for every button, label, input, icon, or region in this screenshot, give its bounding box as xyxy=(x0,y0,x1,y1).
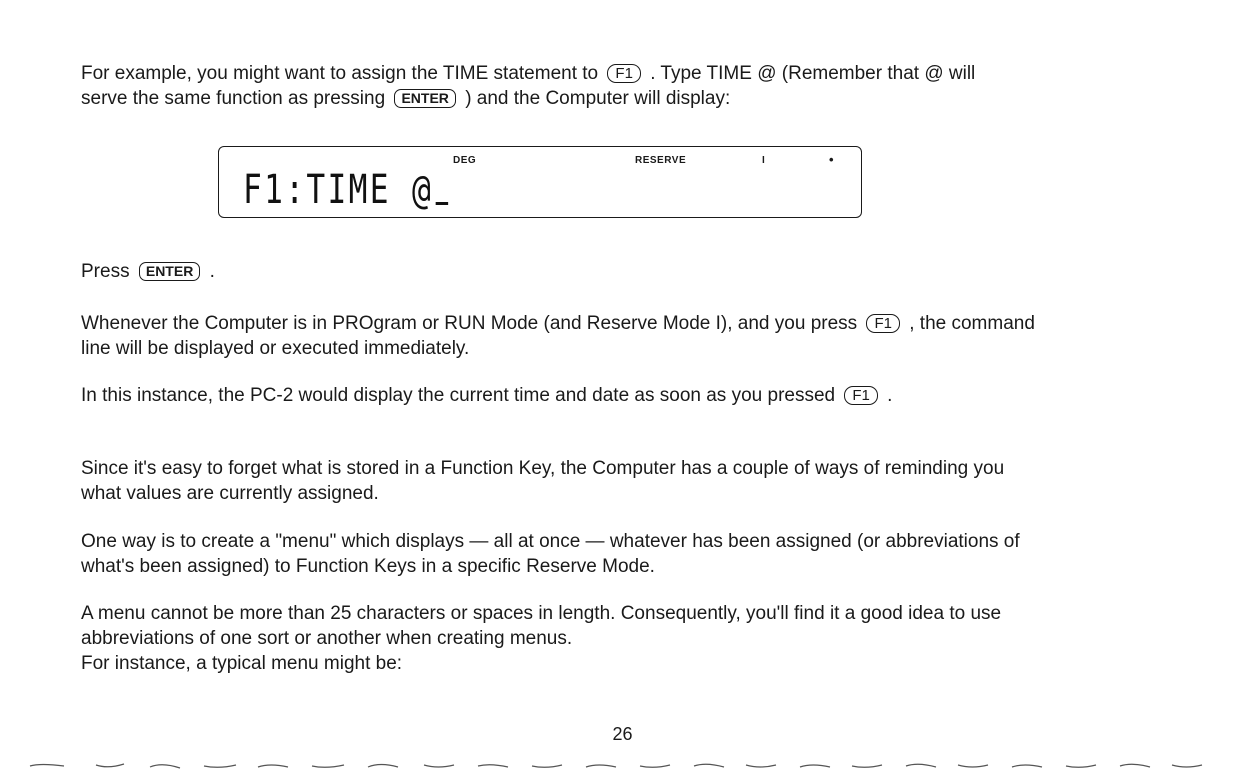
dot-indicator: • xyxy=(829,152,835,167)
deg-indicator: DEG xyxy=(453,155,477,166)
text-span: serve the same function as pressing xyxy=(81,88,386,109)
paragraph-line: what values are currently assigned. xyxy=(81,483,379,504)
reserve-indicator: RESERVE xyxy=(635,155,687,166)
paragraph-line: For instance, a typical menu might be: xyxy=(81,653,403,674)
text-span: In this instance, the PC-2 would display the current time and date as soon as you pressed xyxy=(81,385,836,406)
f1-key-icon: F1 xyxy=(607,64,641,83)
paragraph-line: abbreviations of one sort or another when creating menus. xyxy=(81,628,573,649)
cursor-icon xyxy=(435,202,447,205)
paragraph-line: A menu cannot be more than 25 characters or spaces in length. Consequently, you'll find it a good idea to use xyxy=(81,603,1002,624)
paragraph-line xyxy=(81,86,1159,111)
text-span: Whenever the Computer is in PROgram or RUN Mode (and Reserve Mode I), and you press xyxy=(81,313,858,334)
text-span: For example, you might want to assign the TIME statement to xyxy=(81,63,599,84)
text-span: , the command xyxy=(909,313,1035,334)
paragraph-line xyxy=(81,311,1159,336)
text-span: . Type TIME @ (Remember that @ will xyxy=(650,63,976,84)
paragraph-program-run xyxy=(81,311,1159,361)
enter-key-icon: ENTER xyxy=(394,89,455,108)
press-enter-line xyxy=(81,259,1159,284)
paragraph-menu-length xyxy=(81,601,1159,676)
paragraph-line: line will be displayed or executed immediately. xyxy=(81,338,470,359)
paragraph-menu xyxy=(81,529,1159,579)
enter-key-icon: ENTER xyxy=(139,262,200,281)
lcd-text-content: F1:TIME @ xyxy=(243,167,434,213)
paragraph-line: Since it's easy to forget what is stored in a Function Key, the Computer has a couple of ways of reminding you xyxy=(81,458,1005,479)
page-number: 26 xyxy=(612,724,633,744)
f1-key-icon: F1 xyxy=(866,314,900,333)
text-span: . xyxy=(209,261,215,282)
lcd-text xyxy=(243,167,448,213)
text-span: Press xyxy=(81,261,130,282)
paragraph-line xyxy=(81,61,1159,86)
paragraph-assign-time xyxy=(81,61,1159,111)
paragraph-instance xyxy=(81,383,1159,408)
f1-key-icon: F1 xyxy=(844,386,878,405)
paragraph-reminding xyxy=(81,456,1159,506)
lcd-display xyxy=(218,146,862,218)
reserve-mode-indicator: I xyxy=(762,155,766,166)
page-edge-decoration xyxy=(0,760,1255,784)
text-span: . xyxy=(887,385,893,406)
paragraph-line: One way is to create a "menu" which displays — all at once — whatever has been assigned (or abbreviations of xyxy=(81,531,1020,552)
paragraph-line: what's been assigned) to Function Keys in a specific Reserve Mode. xyxy=(81,556,655,577)
text-span: ) and the Computer will display: xyxy=(465,88,731,109)
